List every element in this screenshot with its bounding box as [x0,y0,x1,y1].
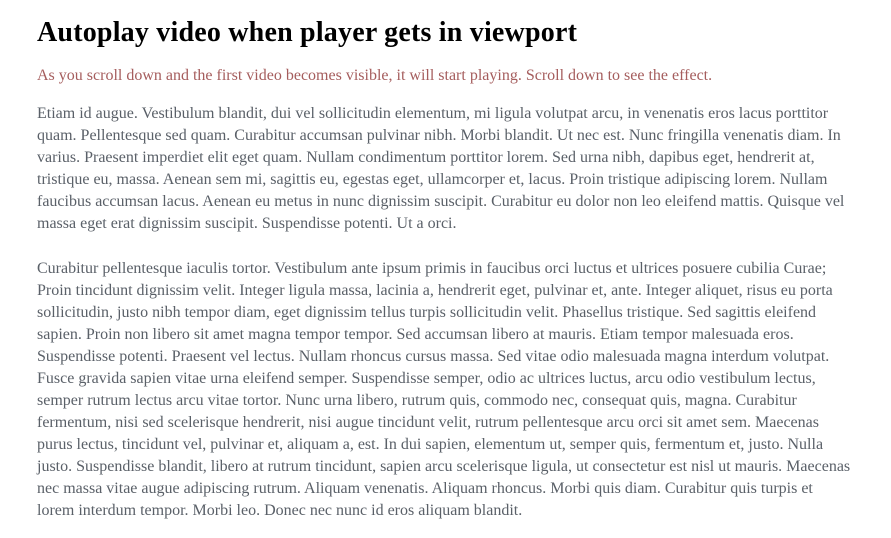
body-paragraph-1: Etiam id augue. Vestibulum blandit, dui vel sollicitudin elementum, mi ligula volutpat arcu, in venenatis eros lacus porttitor quam. Pellentesque sed quam. Curabitur accumsan pulvinar nibh. Morbi blandit. Ut nec est. Nunc fringilla venenatis diam. In varius. Praesent imperdiet elit eget quam. Nullam condimentum porttitor lorem. Sed urna nibh, dapibus eget, hendrerit at, tristique eu, massa. Aenean sem mi, sagittis eu, egestas eget, ullamcorper et, lacus. Proin tristique adipiscing lorem. Nullam faucibus accumsan lacus. Aenean eu metus in nunc dignissim suscipit. Curabitur eu dolor non leo eleifend mattis. Quisque vel massa eget erat dignissim suscipit. Suspendisse potenti. Ut a orci. [37,105,845,232]
page-title: Autoplay video when player gets in viewport [37,17,578,48]
demo-page [0,16,891,522]
intro-note: As you scroll down and the first video becomes visible, it will start playing. Scroll down to see the effect. [37,67,713,84]
body-paragraph-2: Curabitur pellentesque iaculis tortor. Vestibulum ante ipsum primis in faucibus orci luctus et ultrices posuere cubilia Curae; Proin tincidunt dignissim velit. Integer ligula massa, lacinia a, hendrerit eget, pulvinar et, ante. Integer aliquet, risus eu porta sollicitudin, justo nibh tempor diam, eget dignissim tellus turpis sollicitudin velit. Phasellus tristique. Sed sagittis eleifend sapien. Proin non libero sit amet magna tempor tempor. Sed accumsan libero at mauris. Etiam tempor malesuada eros. Suspendisse potenti. Praesent vel lectus. Nullam rhoncus cursus massa. Sed vitae odio malesuada magna interdum volutpat. Fusce gravida sapien vitae urna eleifend semper. Suspendisse semper, odio ac ultrices luctus, arcu odio vestibulum lectus, semper rutrum lectus arcu vitae tortor. Nunc urna libero, rutrum quis, commodo nec, consequat quis, magna. Curabitur fermentum, nisi sed scelerisque hendrerit, nisi augue tincidunt velit, rutrum pellentesque arcu orci sit amet sem. Maecenas purus lectus, tincidunt vel, pulvinar et, aliquam a, est. In dui sapien, elementum ut, semper quis, fermentum et, justo. Nulla justo. Suspendisse blandit, libero at rutrum tincidunt, sapien arcu scelerisque ligula, ut consectetur est nisl ut mauris. Maecenas nec massa vitae augue adipiscing rutrum. Aliquam venenatis. Aliquam rhoncus. Morbi quis diam. Curabitur quis turpis et lorem interdum tempor. Morbi leo. Donec nec nunc id eros aliquam blandit. [37,260,851,519]
